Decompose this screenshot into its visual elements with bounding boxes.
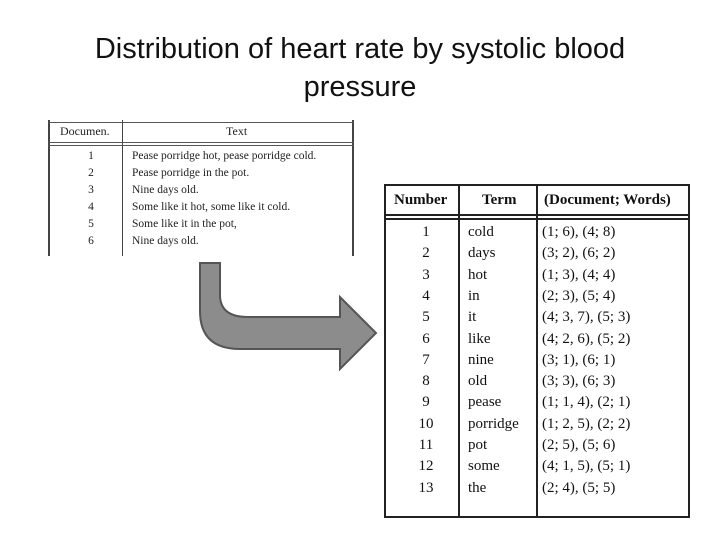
table-row xyxy=(48,201,354,216)
term-number: 10 xyxy=(418,415,434,432)
header-document: Documen. xyxy=(60,124,110,138)
term: hot xyxy=(468,266,488,283)
table-row xyxy=(378,394,696,415)
table-row xyxy=(378,288,696,309)
term-number: 2 xyxy=(422,245,430,262)
postings: (3; 3), (6; 3) xyxy=(542,373,616,390)
document-text: Some like it in the pot, xyxy=(132,218,237,230)
table-row xyxy=(378,416,696,437)
header-text: Text xyxy=(226,124,248,138)
term-number: 7 xyxy=(422,351,430,368)
term: old xyxy=(468,373,488,390)
postings: (1; 6), (4; 8) xyxy=(542,224,616,240)
header-term: Term xyxy=(482,192,517,208)
document-number: 6 xyxy=(88,235,94,247)
term-number: 4 xyxy=(422,287,430,304)
postings: (4; 3, 7), (5; 3) xyxy=(542,309,631,326)
term-number: 5 xyxy=(422,309,430,326)
term: some xyxy=(468,458,500,475)
postings: (4; 1, 5), (5; 1) xyxy=(542,458,631,475)
inverted-index-table xyxy=(378,180,696,520)
document-text: Pease porridge hot, pease porridge cold. xyxy=(132,150,317,162)
document-number: 2 xyxy=(88,167,94,179)
term-number: 12 xyxy=(418,458,434,475)
header-number: Number xyxy=(394,192,448,208)
term: the xyxy=(468,479,487,496)
table-row xyxy=(378,437,696,458)
header-bottom-rule xyxy=(48,142,354,143)
term-number: 9 xyxy=(422,394,430,411)
table-row xyxy=(378,331,696,352)
documents-table xyxy=(48,120,354,256)
term: it xyxy=(468,309,477,326)
term: like xyxy=(468,330,491,347)
document-text: Nine days old. xyxy=(132,235,199,247)
table-row xyxy=(378,480,696,501)
table-row xyxy=(48,167,354,182)
term: in xyxy=(468,287,480,304)
term: pot xyxy=(468,437,488,453)
term-number: 13 xyxy=(418,479,434,496)
document-text: Nine days old. xyxy=(132,184,199,196)
term: cold xyxy=(468,224,494,240)
term-number: 6 xyxy=(422,330,430,347)
header-postings: (Document; Words) xyxy=(544,192,671,208)
term: days xyxy=(468,245,496,262)
table-row xyxy=(48,218,354,233)
slide-title: Distribution of heart rate by systolic blood pressure xyxy=(94,33,626,103)
document-number: 3 xyxy=(88,184,94,196)
postings: (2; 4), (5; 5) xyxy=(542,479,616,496)
term-number: 11 xyxy=(418,437,434,453)
postings: (4; 2, 6), (5; 2) xyxy=(542,330,631,347)
postings: (2; 3), (5; 4) xyxy=(542,287,616,304)
postings: (1; 1, 4), (2; 1) xyxy=(542,394,631,411)
term: nine xyxy=(468,351,494,368)
table-row xyxy=(378,458,696,479)
curved-arrow-icon xyxy=(190,255,380,375)
table-row xyxy=(48,235,354,250)
table-row xyxy=(48,184,354,199)
table-row xyxy=(48,150,354,165)
postings: (3; 1), (6; 1) xyxy=(542,351,616,368)
postings: (1; 2, 5), (2; 2) xyxy=(542,415,631,432)
term-number: 8 xyxy=(422,373,430,390)
term: porridge xyxy=(468,415,519,432)
document-number: 4 xyxy=(88,201,94,213)
document-number: 5 xyxy=(88,218,94,230)
header-top-rule xyxy=(48,122,354,123)
document-text: Pease porridge in the pot. xyxy=(132,167,250,179)
document-text: Some like it hot, some like it cold. xyxy=(132,201,291,213)
table-row xyxy=(378,309,696,330)
postings: (1; 3), (4; 4) xyxy=(542,266,616,283)
postings: (2; 5), (5; 6) xyxy=(542,437,616,453)
term-number: 1 xyxy=(422,224,430,240)
table-row xyxy=(378,224,696,245)
table-row xyxy=(378,245,696,266)
table-row xyxy=(378,352,696,373)
postings: (3; 2), (6; 2) xyxy=(542,245,616,262)
table-row xyxy=(378,373,696,394)
table-row xyxy=(378,267,696,288)
term: pease xyxy=(468,394,502,411)
term-number: 3 xyxy=(422,266,430,283)
header-bottom-rule-2 xyxy=(48,145,354,146)
document-number: 1 xyxy=(88,150,94,162)
